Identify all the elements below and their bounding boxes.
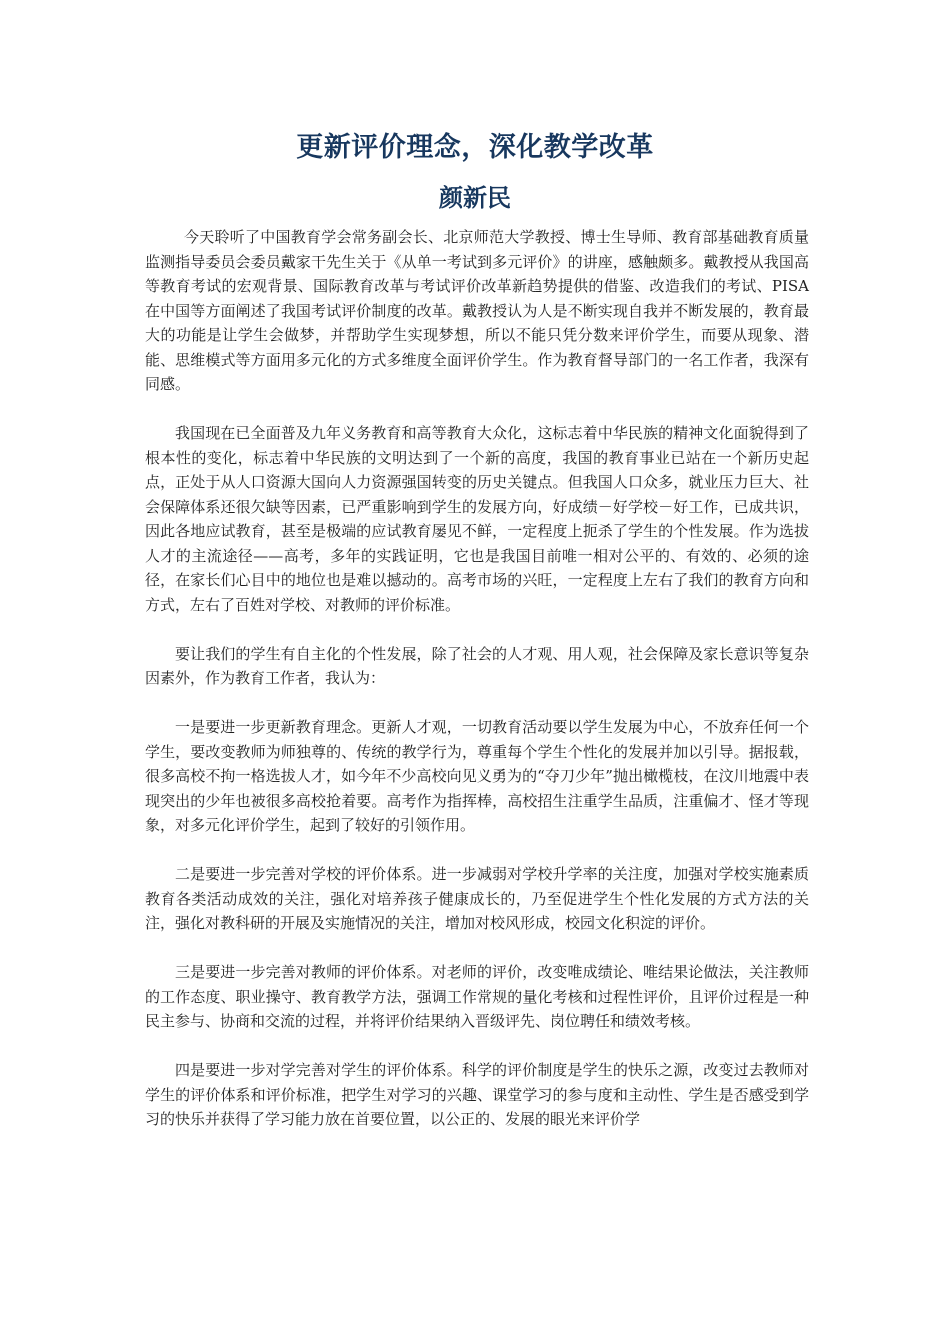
paragraph-point-one: 一是要进一步更新教育理念。更新人才观，一切教育活动要以学生发展为中心，不放弃任何一个学生，要改变教师为师独尊的、传统的教学行为，尊重每个学生个性化的发展并加以引导。据报载，很多高校不拘一格选拔人才，如今年不少高校向见义勇为的“夺刀少年”抛出橄榄枝，在汶川地震中表现突出的少年也被很多高校抢着要。高考作为指挥棒，高校招生注重学生品质，注重偏才、怪才等现象，对多元化评价学生，起到了较好的引领作用。	[145, 718, 809, 834]
paragraph-point-four: 四是要进一步对学完善对学生的评价体系。科学的评价制度是学生的快乐之源，改变过去教师对学生的评价体系和评价标准，把学生对学习的兴趣、课堂学习的参与度和主动性、学生是否感受到学习的快乐并获得了学习能力放在首要位置，以公正的、发展的眼光来评价学	[145, 1061, 809, 1128]
paragraph-intro: 今天聆听了中国教育学会常务副会长、北京师范大学教授、博士生导师、教育部基础教育质量监测指导委员会委员戴家干先生关于《从单一考试到多元评价》的讲座，感触颇多。戴教授从我国高等教育考试的宏观背景、国际教育改革与考试评价改革新趋势提供的借鉴、改造我们的考试、PISA在中国等方面阐述了我国考试评价制度的改革。戴教授认为人是不断实现自我并不断发展的，教育最大的功能是让学生会做梦，并帮助学生实现梦想，所以不能只凭分数来评价学生，而要从现象、潜能、思维模式等方面用多元化的方式多维度全面评价学生。作为教育督导部门的一名工作者，我深有同感。	[145, 228, 809, 393]
paragraph-lead-in: 要让我们的学生有自主化的个性发展，除了社会的人才观、用人观，社会保障及家长意识等复杂因素外，作为教育工作者，我认为：	[145, 644, 809, 687]
article-body	[145, 225, 809, 1132]
paragraph-point-three: 三是要进一步完善对教师的评价体系。对老师的评价，改变唯成绩论、唯结果论做法，关注教师的工作态度、职业操守、教育教学方法，强调工作常规的量化考核和过程性评价，且评价过程是一种民主参与、协商和交流的过程，并将评价结果纳入晋级评先、岗位聘任和绩效考核。	[145, 963, 809, 1030]
author-name: 颜新民	[439, 184, 511, 212]
page-title: 更新评价理念，深化教学改革	[296, 132, 654, 163]
paragraph-point-two: 二是要进一步完善对学校的评价体系。进一步减弱对学校升学率的关注度，加强对学校实施素质教育各类活动成效的关注，强化对培养孩子健康成长的，乃至促进学生个性化发展的方式方法的关注，强化对教科研的开展及实施情况的关注，增加对校风形成，校园文化积淀的评价。	[145, 865, 809, 932]
paragraph-background: 我国现在已全面普及九年义务教育和高等教育大众化，这标志着中华民族的精神文化面貌得到了根本性的变化，标志着中华民族的文明达到了一个新的高度，我国的教育事业已站在一个新历史起点，正处于从人口资源大国向人力资源强国转变的历史关键点。但我国人口众多，就业压力巨大、社会保障体系还很欠缺等因素，已严重影响到学生的发展方向，好成绩－好学校－好工作，已成共识，因此各地应试教育，甚至是极端的应试教育屡见不鲜，一定程度上扼杀了学生的个性发展。作为选拔人才的主流途径——高考，多年的实践证明，它也是我国目前唯一相对公平的、有效的、必须的途径，在家长们心目中的地位也是难以撼动的。高考市场的兴旺，一定程度上左右了我们的教育方向和方式，左右了百姓对学校、对教师的评价标准。	[145, 424, 809, 614]
